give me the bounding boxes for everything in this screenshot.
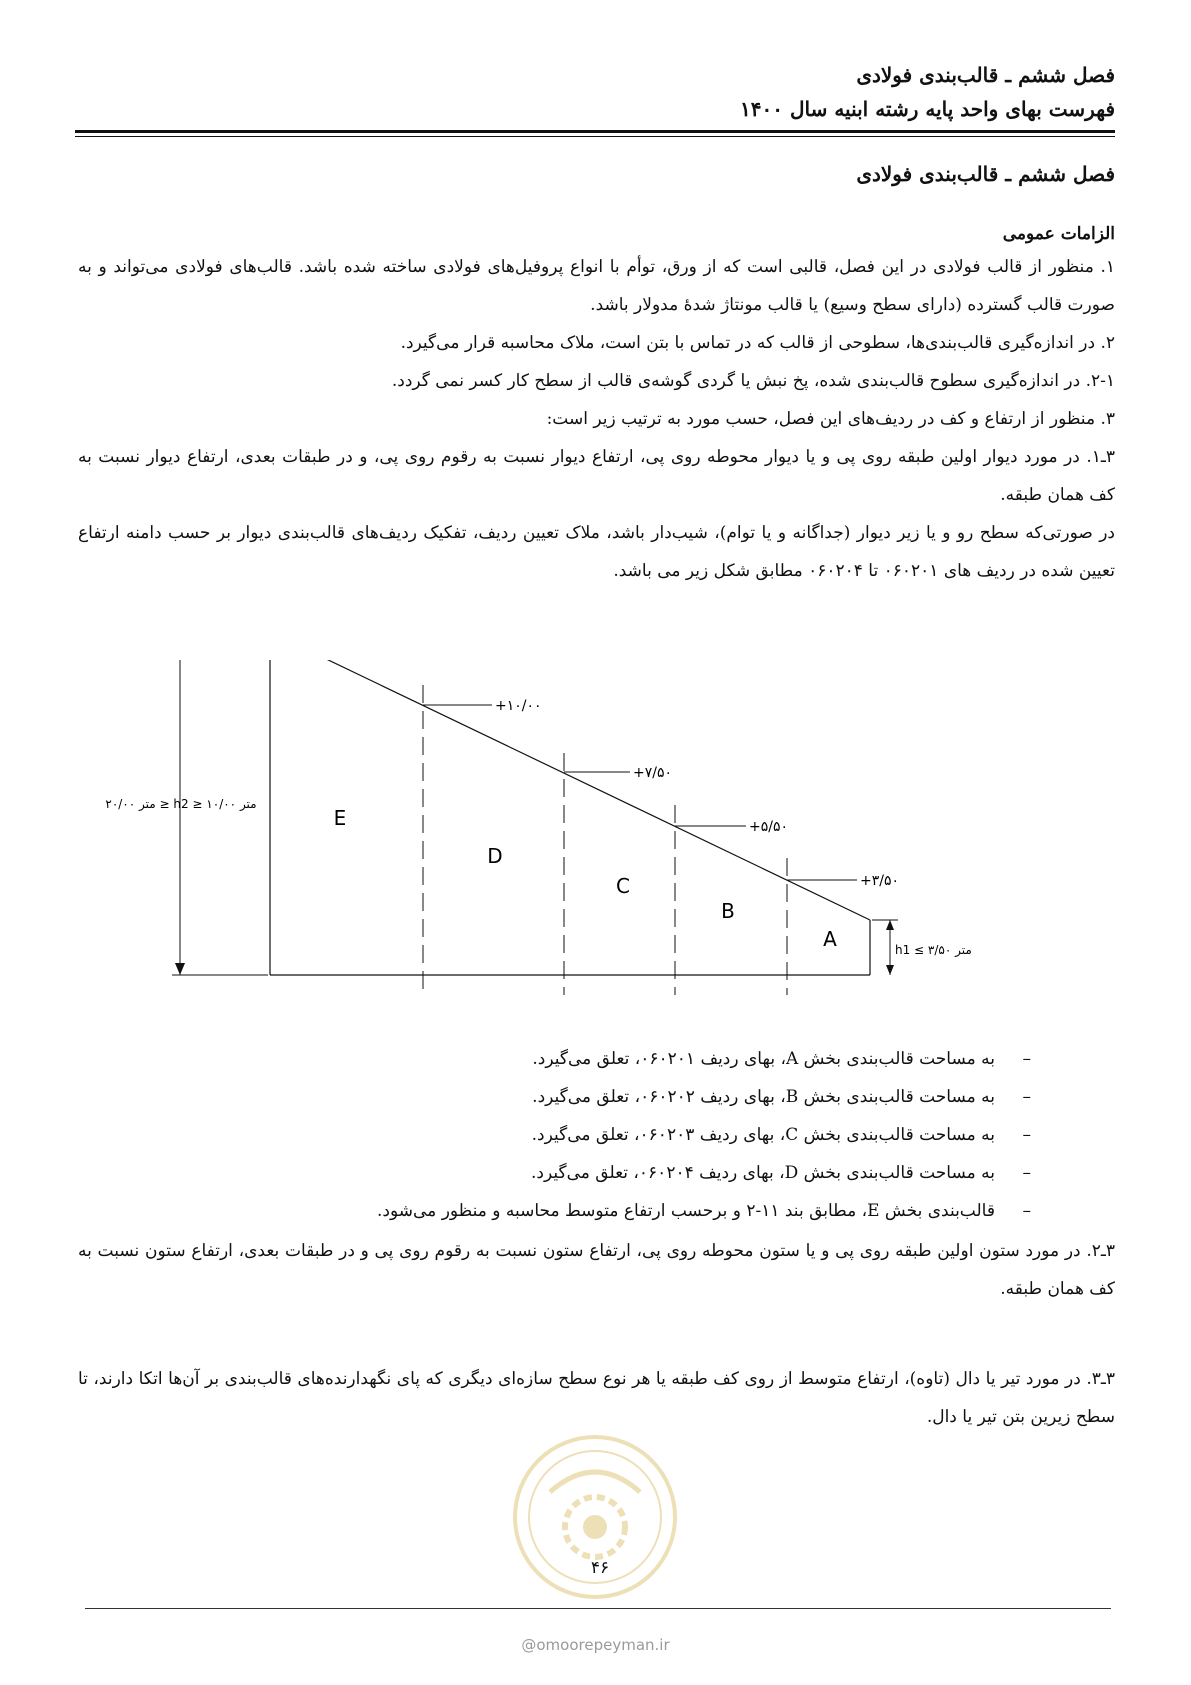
paragraph-sloped-wall: در صورتی‌که سطح رو و یا زیر دیوار (جداگانه و یا توام)، شیب‌دار باشد، ملاک تعیین ردیف، تفکیک ردیف‌های قالب‌بندی دیوار بر حسب دامنه ارتفاع تعیین شده در ردیف های ۰۶۰۲۰۱ تا ۰۶۰۲۰۴ مطابق شکل زیر می باشد. [78, 523, 1115, 581]
paragraph-3-2: ۳ـ۲. در مورد ستون اولین طبقه روی پی و یا ستون محوطه روی پی، ارتفاع ستون نسبت به رقوم روی پی و در طبقات بعدی، ارتفاع ستون نسبت به کف همان طبقه. [78, 1241, 1115, 1299]
bullet-dash: – [1022, 1125, 1031, 1145]
h1-arrow-bottom [886, 965, 894, 975]
seal-arc [550, 1472, 640, 1492]
bullet-zone-a: به مساحت قالب‌بندی بخش A، بهای ردیف ۰۶۰۲۰۱، تعلق می‌گیرد. [532, 1049, 995, 1069]
h1-label: h1 ≤ ۳/۵۰ متر [895, 943, 972, 957]
list-item [170, 1078, 1031, 1116]
bullet-dash: – [1022, 1049, 1031, 1069]
level-label-5-5: +۵/۵۰ [749, 819, 789, 835]
level-label-7-5: +۷/۵۰ [633, 765, 673, 781]
bullet-zone-e: قالب‌بندی بخش E، مطابق بند ۱۱-۲ و برحسب ارتفاع متوسط محاسبه و منظور می‌شود. [377, 1201, 995, 1221]
bullet-dash: – [1022, 1087, 1031, 1107]
intro-paragraphs [78, 248, 1115, 590]
paragraph-3-3: ۳ـ۳. در مورد تیر یا دال (تاوه)، ارتفاع متوسط از روی کف طبقه یا هر نوع سطح سازه‌ای دیگری که پای نگهدارنده‌های قالب‌بندی بر آن‌ها اتکا دارند، تا سطح زیرین بتن تیر یا دال. [78, 1369, 1115, 1427]
zone-label-e: E [333, 806, 347, 830]
paragraph-1: ۱. منظور از قالب فولادی در این فصل، قالبی است که از ورق، توأم با انواع پروفیل‌های فولادی ساخته شده باشد. قالب‌های فولادی می‌تواند و به صورت قالب گسترده (دارای سطح وسیع) یا قالب مونتاژ شدهٔ مدولار باشد. [78, 257, 1115, 315]
page-number: ۴۶ [590, 1558, 610, 1578]
list-item [170, 1040, 1031, 1078]
h2-label: متر ۲۰/۰۰ ≥ h2 ≥ متر ۱۰/۰۰ [105, 797, 257, 811]
level-label-3-5: +۳/۵۰ [860, 873, 900, 889]
header-chapter-title: فصل ششم ـ قالب‌بندی فولادی [856, 63, 1115, 87]
header-catalog-title: فهرست بهای واحد پایه رشته ابنیه سال ۱۴۰۰ [740, 97, 1115, 121]
zone-price-list [170, 1040, 1031, 1230]
wall-sloped-top [270, 660, 870, 920]
header-divider-thin [75, 136, 1115, 137]
seal-center [583, 1515, 607, 1539]
list-item [170, 1154, 1031, 1192]
paragraph-3-2-block [78, 1232, 1115, 1308]
list-item [170, 1192, 1031, 1230]
level-label-10: +۱۰/۰۰ [495, 698, 542, 714]
general-requirements-title: الزامات عمومی [1002, 224, 1115, 244]
header-divider-thick [75, 130, 1115, 133]
h1-arrow-top [886, 920, 894, 930]
bullet-zone-d: به مساحت قالب‌بندی بخش D، بهای ردیف ۰۶۰۲۰۴، تعلق می‌گیرد. [531, 1163, 995, 1183]
page-header [75, 58, 1115, 126]
zone-label-a: A [823, 927, 837, 951]
list-item [170, 1116, 1031, 1154]
paragraph-3: ۳. منظور از ارتفاع و کف در ردیف‌های این فصل، حسب مورد به ترتیب زیر است: [546, 409, 1115, 429]
h2-arrow-bottom [175, 963, 185, 975]
bullet-dash: – [1022, 1163, 1031, 1183]
section-title: فصل ششم ـ قالب‌بندی فولادی [856, 162, 1115, 186]
zone-label-c: C [616, 874, 630, 898]
bullet-zone-b: به مساحت قالب‌بندی بخش B، بهای ردیف ۰۶۰۲۰۲، تعلق می‌گیرد. [532, 1087, 995, 1107]
paragraph-3-1: ۳ـ۱. در مورد دیوار اولین طبقه روی پی و یا دیوار محوطه روی پی، ارتفاع دیوار نسبت به رقوم روی پی، و در طبقات بعدی، ارتفاع دیوار نسبت به کف همان طبقه. [78, 447, 1115, 505]
footer-divider [85, 1608, 1111, 1609]
zone-label-b: B [721, 899, 735, 923]
paragraph-2-1: ۲-۱. در اندازه‌گیری سطوح قالب‌بندی شده، پخ نبش یا گردی گوشه‌ی قالب از سطح کار کسر نمی گردد. [391, 371, 1115, 391]
bullet-zone-c: به مساحت قالب‌بندی بخش C، بهای ردیف ۰۶۰۲۰۳، تعلق می‌گیرد. [531, 1125, 995, 1145]
zone-label-d: D [487, 844, 503, 868]
footer-website: @omoorepeyman.ir [521, 1636, 670, 1654]
paragraph-3-3-block [78, 1360, 1115, 1436]
paragraph-2: ۲. در اندازه‌گیری قالب‌بندی‌ها، سطوحی از قالب که در تماس با بتن است، ملاک محاسبه قرار می‌گیرد. [400, 333, 1115, 353]
bullet-dash: – [1022, 1201, 1031, 1221]
